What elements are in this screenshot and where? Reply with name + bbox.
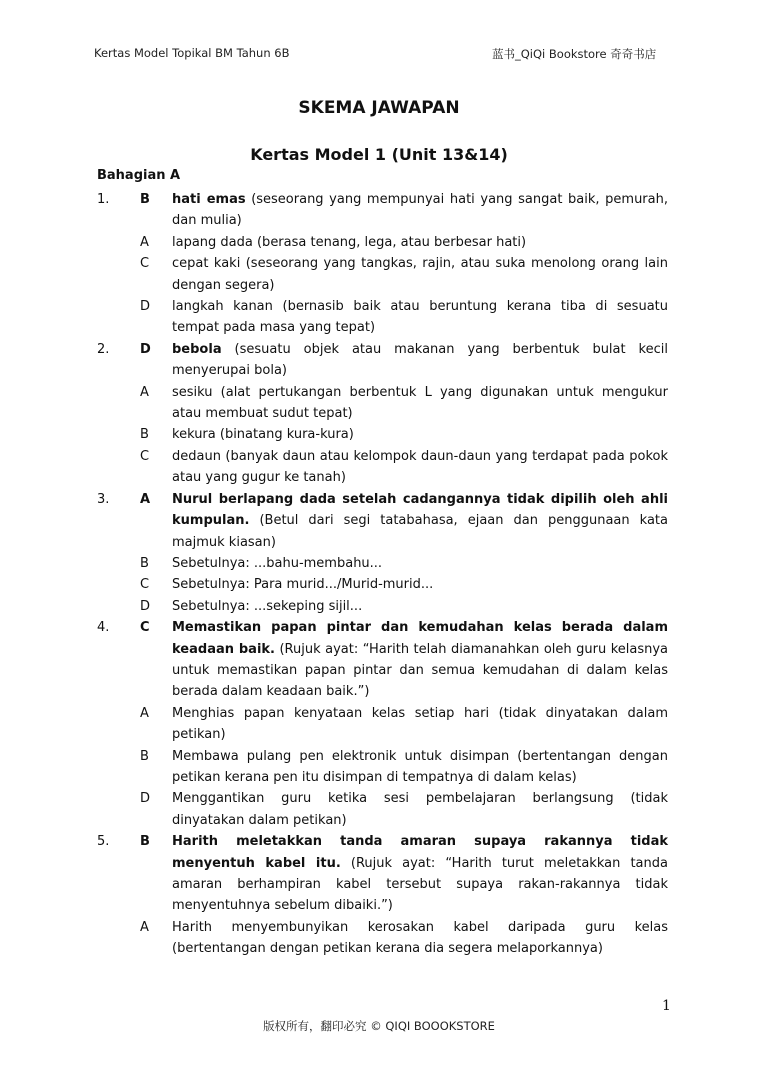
option-letter: A	[140, 491, 151, 507]
explanation-text: Sebetulnya: ...bahu-membahu...	[172, 555, 383, 571]
option-text	[172, 703, 668, 746]
explanation-text: (seseorang yang mempunyai hati yang sangat baik, pemurah, dan mulia)	[172, 192, 668, 229]
question-number	[97, 382, 140, 425]
question-number	[97, 917, 140, 960]
answer-row	[97, 189, 668, 232]
option-letter: D	[140, 341, 151, 357]
explanation-text: Menggantikan guru ketika sesi pembelajaran berlangsung (tidak dinyatakan dalam petikan)	[172, 791, 668, 828]
option-text	[172, 917, 668, 960]
option-letter: C	[140, 577, 150, 593]
answer-row	[97, 424, 668, 445]
option-text	[172, 382, 668, 425]
option-text	[172, 574, 668, 595]
explanation-text: dedaun (banyak daun atau kelompok daun-daun yang terdapat pada pokok atau yang gugur ke tanah)	[172, 448, 668, 486]
explanation-text: Sebetulnya: Para murid.../Murid-murid...	[172, 577, 434, 593]
option-text	[172, 489, 668, 553]
option-text	[172, 596, 668, 617]
question-number	[97, 788, 140, 831]
explanation-text: Sebetulnya: ...sekeping sijil...	[172, 598, 363, 614]
answer-row	[97, 382, 668, 425]
explanation-text: Membawa pulang pen elektronik untuk disimpan (bertentangan dengan petikan kerana pen itu disimpan di tempatnya di dalam kelas)	[172, 748, 668, 785]
question-number	[97, 446, 140, 489]
page-number: 1	[662, 998, 671, 1014]
option-letter: A	[140, 384, 149, 400]
explanation-text: (sesuatu objek atau makanan yang berbentuk bulat kecil menyerupai bola)	[172, 341, 668, 379]
question-number: 3.	[97, 491, 110, 507]
answer-row	[97, 788, 668, 831]
question-number	[97, 553, 140, 574]
option-text	[172, 232, 668, 253]
question-number	[97, 574, 140, 595]
option-letter: D	[140, 598, 151, 614]
answer-row	[97, 574, 668, 595]
answer-bold-text: Nurul berlapang dada setelah cadangannya tidak dipilih oleh ahli kumpulan.	[172, 491, 668, 529]
answer-bold-text: Harith meletakkan tanda amaran supaya rakannya tidak menyentuh kabel itu.	[172, 834, 668, 871]
option-text	[172, 617, 668, 703]
answer-row	[97, 831, 668, 917]
option-text	[172, 339, 668, 382]
option-text	[172, 831, 668, 917]
question-number: 2.	[97, 341, 110, 357]
option-letter: A	[140, 919, 149, 935]
question-number	[97, 232, 140, 253]
option-text	[172, 788, 668, 831]
answer-row	[97, 296, 668, 339]
answer-list	[97, 189, 668, 960]
option-letter: B	[140, 555, 149, 571]
section-heading: Bahagian A	[97, 168, 181, 183]
header-right: 蓝书_QiQi Bookstore 奇奇书店	[492, 47, 657, 61]
question-number: 1.	[97, 192, 110, 207]
question-number	[97, 253, 140, 296]
option-text	[172, 189, 668, 232]
question-number: 4.	[97, 620, 110, 636]
explanation-text: lapang dada (berasa tenang, lega, atau berbesar hati)	[172, 234, 527, 250]
explanation-text: langkah kanan (bernasib baik atau beruntung kerana tiba di sesuatu tempat pada masa yang tepat)	[172, 299, 668, 336]
option-letter: C	[140, 256, 150, 272]
option-letter: B	[140, 192, 150, 207]
answer-row	[97, 446, 668, 489]
explanation-text: (Rujuk ayat: “Harith turut meletakkan tanda amaran berhampiran kabel tersebut supaya rakan-rakannya tidak menyentuhnya sebelum dibaiki.”)	[172, 855, 668, 914]
answer-bold-text: Memastikan papan pintar dan kemudahan kelas berada dalam keadaan baik.	[172, 620, 668, 657]
question-number	[97, 746, 140, 789]
answer-bold-text: hati emas	[172, 192, 246, 207]
option-letter: C	[140, 448, 150, 464]
option-letter: B	[140, 748, 149, 764]
answer-row	[97, 617, 668, 703]
explanation-text: (Betul dari segi tatabahasa, ejaan dan penggunaan kata majmuk kiasan)	[172, 513, 668, 550]
footer-copyright: 版权所有，翻印必究 © QIQI BOOOKSTORE	[263, 1019, 495, 1033]
answer-row	[97, 746, 668, 789]
option-text	[172, 746, 668, 789]
answer-row	[97, 553, 668, 574]
question-number	[97, 703, 140, 746]
header-left: Kertas Model Topikal BM Tahun 6B	[94, 46, 290, 60]
explanation-text: (Rujuk ayat: “Harith telah diamanahkan oleh guru kelasnya untuk memastikan papan pintar dan semua kemudahan di dalam kelas berada dalam keadaan baik.”)	[172, 641, 669, 700]
option-letter: B	[140, 427, 149, 443]
answer-row	[97, 917, 668, 960]
answer-row	[97, 253, 668, 296]
option-letter: C	[140, 620, 150, 636]
question-number	[97, 424, 140, 445]
option-letter: B	[140, 834, 150, 850]
answer-bold-text: bebola	[172, 341, 222, 357]
option-text	[172, 446, 668, 489]
answer-row	[97, 232, 668, 253]
option-letter: A	[140, 705, 149, 721]
option-text	[172, 553, 668, 574]
answer-row	[97, 703, 668, 746]
question-number: 5.	[97, 834, 110, 850]
option-text	[172, 296, 668, 339]
question-number	[97, 296, 140, 339]
answer-row	[97, 339, 668, 382]
page-title: SKEMA JAWAPAN	[298, 98, 460, 118]
option-letter: D	[140, 791, 151, 807]
answer-row	[97, 489, 668, 553]
explanation-text: Harith menyembunyikan kerosakan kabel daripada guru kelas (bertentangan dengan petikan kerana dia segera melaporkannya)	[172, 919, 668, 957]
explanation-text: kekura (binatang kura-kura)	[172, 427, 354, 443]
page-subtitle: Kertas Model 1 (Unit 13&14)	[250, 145, 508, 164]
option-letter: D	[140, 299, 151, 315]
explanation-text: sesiku (alat pertukangan berbentuk L yang digunakan untuk mengukur atau membuat sudut tepat)	[172, 384, 668, 422]
explanation-text: Menghias papan kenyataan kelas setiap hari (tidak dinyatakan dalam petikan)	[172, 705, 668, 743]
option-text	[172, 253, 668, 296]
option-text	[172, 424, 668, 445]
option-letter: A	[140, 234, 149, 250]
answer-row	[97, 596, 668, 617]
explanation-text: cepat kaki (seseorang yang tangkas, rajin, atau suka menolong orang lain dengan segera)	[172, 256, 668, 293]
question-number	[97, 596, 140, 617]
